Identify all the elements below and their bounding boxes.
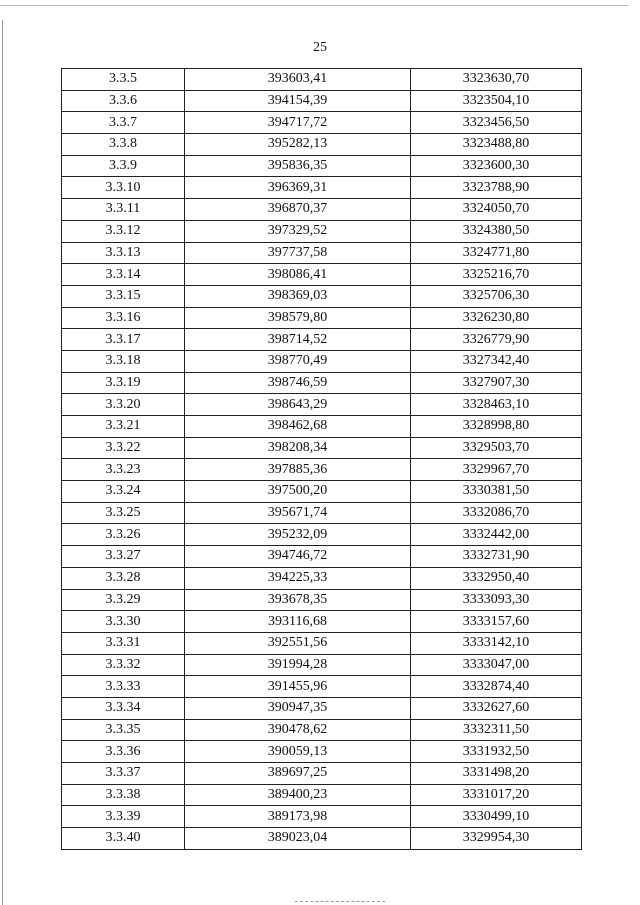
- table-row: [62, 654, 582, 676]
- y-coordinate-cell: 3329954,30: [411, 828, 582, 850]
- point-number-cell: 3.3.36: [62, 741, 185, 763]
- y-coordinate-cell: 3332442,00: [411, 524, 582, 546]
- table-row: [62, 567, 582, 589]
- point-number-cell: 3.3.23: [62, 459, 185, 481]
- x-coordinate-cell: 398770,49: [185, 350, 411, 372]
- scan-left-edge-line: [2, 20, 3, 905]
- table-row: [62, 632, 582, 654]
- y-coordinate-cell: 3323788,90: [411, 177, 582, 199]
- x-coordinate-cell: 393603,41: [185, 69, 411, 91]
- x-coordinate-cell: 398746,59: [185, 372, 411, 394]
- point-number-cell: 3.3.39: [62, 806, 185, 828]
- table-row: [62, 69, 582, 91]
- table-row: [62, 589, 582, 611]
- point-number-cell: 3.3.40: [62, 828, 185, 850]
- x-coordinate-cell: 393678,35: [185, 589, 411, 611]
- coordinates-table-body: [62, 69, 582, 850]
- table-row: [62, 199, 582, 221]
- point-number-cell: 3.3.28: [62, 567, 185, 589]
- y-coordinate-cell: 3330381,50: [411, 481, 582, 503]
- y-coordinate-cell: 3332311,50: [411, 719, 582, 741]
- point-number-cell: 3.3.35: [62, 719, 185, 741]
- y-coordinate-cell: 3331498,20: [411, 763, 582, 785]
- table-row: [62, 611, 582, 633]
- x-coordinate-cell: 398462,68: [185, 416, 411, 438]
- x-coordinate-cell: 397737,58: [185, 242, 411, 264]
- y-coordinate-cell: 3332874,40: [411, 676, 582, 698]
- x-coordinate-cell: 391455,96: [185, 676, 411, 698]
- y-coordinate-cell: 3323630,70: [411, 69, 582, 91]
- x-coordinate-cell: 395282,13: [185, 134, 411, 156]
- table-row: [62, 220, 582, 242]
- x-coordinate-cell: 389697,25: [185, 763, 411, 785]
- y-coordinate-cell: 3332627,60: [411, 697, 582, 719]
- x-coordinate-cell: 394746,72: [185, 546, 411, 568]
- table-row: [62, 242, 582, 264]
- y-coordinate-cell: 3324050,70: [411, 199, 582, 221]
- x-coordinate-cell: 395671,74: [185, 502, 411, 524]
- x-coordinate-cell: 389023,04: [185, 828, 411, 850]
- x-coordinate-cell: 397329,52: [185, 220, 411, 242]
- table-row: [62, 264, 582, 286]
- table-row: [62, 524, 582, 546]
- x-coordinate-cell: 398714,52: [185, 329, 411, 351]
- y-coordinate-cell: 3326230,80: [411, 307, 582, 329]
- point-number-cell: 3.3.14: [62, 264, 185, 286]
- point-number-cell: 3.3.13: [62, 242, 185, 264]
- table-row: [62, 285, 582, 307]
- point-number-cell: 3.3.30: [62, 611, 185, 633]
- x-coordinate-cell: 396870,37: [185, 199, 411, 221]
- y-coordinate-cell: 3333047,00: [411, 654, 582, 676]
- x-coordinate-cell: 390947,35: [185, 697, 411, 719]
- x-coordinate-cell: 394154,39: [185, 90, 411, 112]
- y-coordinate-cell: 3332086,70: [411, 502, 582, 524]
- y-coordinate-cell: 3324771,80: [411, 242, 582, 264]
- y-coordinate-cell: 3323504,10: [411, 90, 582, 112]
- point-number-cell: 3.3.16: [62, 307, 185, 329]
- point-number-cell: 3.3.33: [62, 676, 185, 698]
- x-coordinate-cell: 397885,36: [185, 459, 411, 481]
- point-number-cell: 3.3.31: [62, 632, 185, 654]
- y-coordinate-cell: 3323488,80: [411, 134, 582, 156]
- y-coordinate-cell: 3323600,30: [411, 155, 582, 177]
- y-coordinate-cell: 3326779,90: [411, 329, 582, 351]
- point-number-cell: 3.3.5: [62, 69, 185, 91]
- coordinates-table: [61, 68, 582, 850]
- y-coordinate-cell: 3331932,50: [411, 741, 582, 763]
- table-row: [62, 502, 582, 524]
- x-coordinate-cell: 396369,31: [185, 177, 411, 199]
- table-row: [62, 828, 582, 850]
- point-number-cell: 3.3.20: [62, 394, 185, 416]
- table-row: [62, 307, 582, 329]
- x-coordinate-cell: 390059,13: [185, 741, 411, 763]
- scan-bottom-edge-mark: [295, 901, 385, 903]
- y-coordinate-cell: 3325706,30: [411, 285, 582, 307]
- x-coordinate-cell: 398579,80: [185, 307, 411, 329]
- point-number-cell: 3.3.15: [62, 285, 185, 307]
- x-coordinate-cell: 395836,35: [185, 155, 411, 177]
- point-number-cell: 3.3.18: [62, 350, 185, 372]
- x-coordinate-cell: 391994,28: [185, 654, 411, 676]
- x-coordinate-cell: 389400,23: [185, 784, 411, 806]
- table-row: [62, 90, 582, 112]
- y-coordinate-cell: 3324380,50: [411, 220, 582, 242]
- table-row: [62, 546, 582, 568]
- point-number-cell: 3.3.17: [62, 329, 185, 351]
- point-number-cell: 3.3.34: [62, 697, 185, 719]
- x-coordinate-cell: 390478,62: [185, 719, 411, 741]
- table-row: [62, 763, 582, 785]
- y-coordinate-cell: 3332950,40: [411, 567, 582, 589]
- table-row: [62, 350, 582, 372]
- x-coordinate-cell: 394225,33: [185, 567, 411, 589]
- y-coordinate-cell: 3327907,30: [411, 372, 582, 394]
- y-coordinate-cell: 3329967,70: [411, 459, 582, 481]
- y-coordinate-cell: 3328463,10: [411, 394, 582, 416]
- x-coordinate-cell: 398369,03: [185, 285, 411, 307]
- point-number-cell: 3.3.6: [62, 90, 185, 112]
- table-row: [62, 481, 582, 503]
- y-coordinate-cell: 3329503,70: [411, 437, 582, 459]
- point-number-cell: 3.3.24: [62, 481, 185, 503]
- table-row: [62, 329, 582, 351]
- point-number-cell: 3.3.27: [62, 546, 185, 568]
- table-row: [62, 112, 582, 134]
- table-row: [62, 697, 582, 719]
- y-coordinate-cell: 3330499,10: [411, 806, 582, 828]
- y-coordinate-cell: 3331017,20: [411, 784, 582, 806]
- x-coordinate-cell: 393116,68: [185, 611, 411, 633]
- table-row: [62, 784, 582, 806]
- point-number-cell: 3.3.21: [62, 416, 185, 438]
- table-row: [62, 394, 582, 416]
- table-row: [62, 372, 582, 394]
- point-number-cell: 3.3.37: [62, 763, 185, 785]
- table-row: [62, 155, 582, 177]
- x-coordinate-cell: 398643,29: [185, 394, 411, 416]
- x-coordinate-cell: 398086,41: [185, 264, 411, 286]
- point-number-cell: 3.3.29: [62, 589, 185, 611]
- point-number-cell: 3.3.25: [62, 502, 185, 524]
- table-row: [62, 676, 582, 698]
- y-coordinate-cell: 3325216,70: [411, 264, 582, 286]
- x-coordinate-cell: 394717,72: [185, 112, 411, 134]
- point-number-cell: 3.3.11: [62, 199, 185, 221]
- point-number-cell: 3.3.22: [62, 437, 185, 459]
- table-row: [62, 177, 582, 199]
- y-coordinate-cell: 3328998,80: [411, 416, 582, 438]
- y-coordinate-cell: 3323456,50: [411, 112, 582, 134]
- point-number-cell: 3.3.10: [62, 177, 185, 199]
- point-number-cell: 3.3.12: [62, 220, 185, 242]
- table-row: [62, 459, 582, 481]
- y-coordinate-cell: 3327342,40: [411, 350, 582, 372]
- point-number-cell: 3.3.8: [62, 134, 185, 156]
- y-coordinate-cell: 3333157,60: [411, 611, 582, 633]
- point-number-cell: 3.3.9: [62, 155, 185, 177]
- table-row: [62, 416, 582, 438]
- x-coordinate-cell: 392551,56: [185, 632, 411, 654]
- x-coordinate-cell: 398208,34: [185, 437, 411, 459]
- point-number-cell: 3.3.32: [62, 654, 185, 676]
- table-row: [62, 437, 582, 459]
- page-number: 25: [313, 40, 327, 55]
- x-coordinate-cell: 397500,20: [185, 481, 411, 503]
- x-coordinate-cell: 389173,98: [185, 806, 411, 828]
- y-coordinate-cell: 3333142,10: [411, 632, 582, 654]
- table-row: [62, 806, 582, 828]
- point-number-cell: 3.3.26: [62, 524, 185, 546]
- table-row: [62, 719, 582, 741]
- table-row: [62, 134, 582, 156]
- point-number-cell: 3.3.38: [62, 784, 185, 806]
- scan-top-edge-line: [0, 5, 628, 6]
- point-number-cell: 3.3.7: [62, 112, 185, 134]
- x-coordinate-cell: 395232,09: [185, 524, 411, 546]
- point-number-cell: 3.3.19: [62, 372, 185, 394]
- y-coordinate-cell: 3333093,30: [411, 589, 582, 611]
- y-coordinate-cell: 3332731,90: [411, 546, 582, 568]
- table-row: [62, 741, 582, 763]
